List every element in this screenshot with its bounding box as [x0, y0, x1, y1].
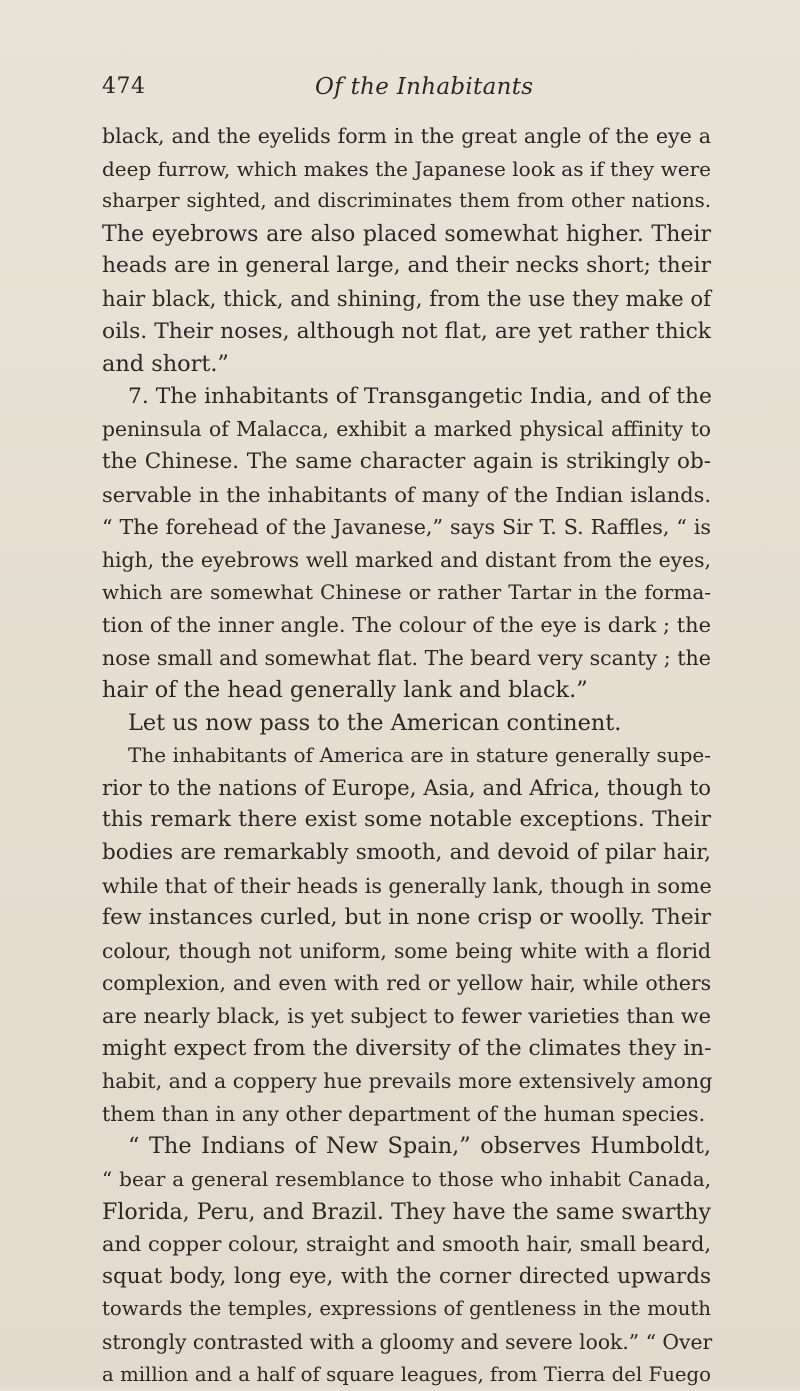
running-title: Of the Inhabitants: [315, 74, 534, 100]
text-line: towards the temples, expressions of gentleness in the mouth: [102, 1297, 711, 1321]
text-line: nose small and somewhat flat. The beard very scanty ; the: [102, 645, 711, 670]
text-line: bodies are remarkably smooth, and devoid of pilar hair,: [102, 840, 711, 866]
text-line: “ bear a general resemblance to those who inhabit Canada,: [102, 1167, 711, 1191]
text-line: hair of the head generally lank and black.”: [102, 677, 588, 704]
text-line: 7. The inhabitants of Transgangetic India, and of the: [128, 383, 712, 409]
running-head: [102, 74, 714, 108]
body-text: [102, 120, 711, 1391]
text-line: them than in any other department of the human species.: [102, 1101, 706, 1126]
text-line: The inhabitants of America are in stature generally supe-: [128, 743, 711, 768]
text-line: oils. Their noses, although not flat, are yet rather thick: [102, 318, 711, 344]
text-line: rior to the nations of Europe, Asia, and Africa, though to: [102, 774, 711, 800]
text-line: “ The Indians of New Spain,” observes Humboldt,: [128, 1133, 711, 1160]
text-line: are nearly black, is yet subject to fewer varieties than we: [102, 1004, 711, 1029]
text-line: Let us now pass to the American continent.: [128, 709, 622, 736]
text-line: heads are in general large, and their necks short; their: [102, 253, 711, 279]
text-line: high, the eyebrows well marked and distant from the eyes,: [102, 547, 711, 572]
text-line: deep furrow, which makes the Japanese look as if they were: [102, 156, 711, 181]
page-number: 474: [102, 74, 146, 99]
text-line: black, and the eyelids form in the great angle of the eye a: [102, 124, 711, 148]
text-line: and copper colour, straight and smooth hair, small beard,: [102, 1232, 711, 1257]
text-line: “ The forehead of the Javanese,” says Sir T. S. Raffles, “ is: [102, 515, 711, 540]
text-line: tion of the inner angle. The colour of the eye is dark ; the: [102, 612, 711, 637]
text-line: the Chinese. The same character again is strikingly ob-: [102, 448, 711, 474]
text-line: a million and a half of square leagues, from Tierra del Fuego: [102, 1362, 711, 1386]
text-line: colour, though not uniform, some being white with a florid: [102, 938, 711, 963]
text-line: while that of their heads is generally lank, though in some: [102, 873, 712, 898]
text-line: The eyebrows are also placed somewhat higher. Their: [102, 220, 711, 247]
text-line: sharper sighted, and discriminates them from other nations.: [102, 189, 711, 213]
text-line: and short.”: [102, 351, 229, 378]
text-line: squat body, long eye, with the corner directed upwards: [102, 1263, 711, 1289]
text-line: might expect from the diversity of the climates they in-: [102, 1035, 712, 1061]
text-line: peninsula of Malacca, exhibit a marked physical affinity to: [102, 417, 711, 442]
text-line: strongly contrasted with a gloomy and severe look.” “ Over: [102, 1329, 713, 1354]
text-line: few instances curled, but in none crisp or woolly. Their: [102, 905, 711, 931]
text-line: servable in the inhabitants of many of the Indian islands.: [102, 482, 711, 507]
text-line: hair black, thick, and shining, from the use they make of: [102, 285, 711, 311]
text-line: which are somewhat Chinese or rather Tartar in the forma-: [102, 580, 711, 605]
text-line: complexion, and even with red or yellow hair, while others: [102, 971, 711, 996]
text-line: this remark there exist some notable exceptions. Their: [102, 807, 711, 833]
text-line: habit, and a coppery hue prevails more extensively among: [102, 1069, 713, 1094]
text-line: Florida, Peru, and Brazil. They have the same swarthy: [102, 1198, 711, 1225]
